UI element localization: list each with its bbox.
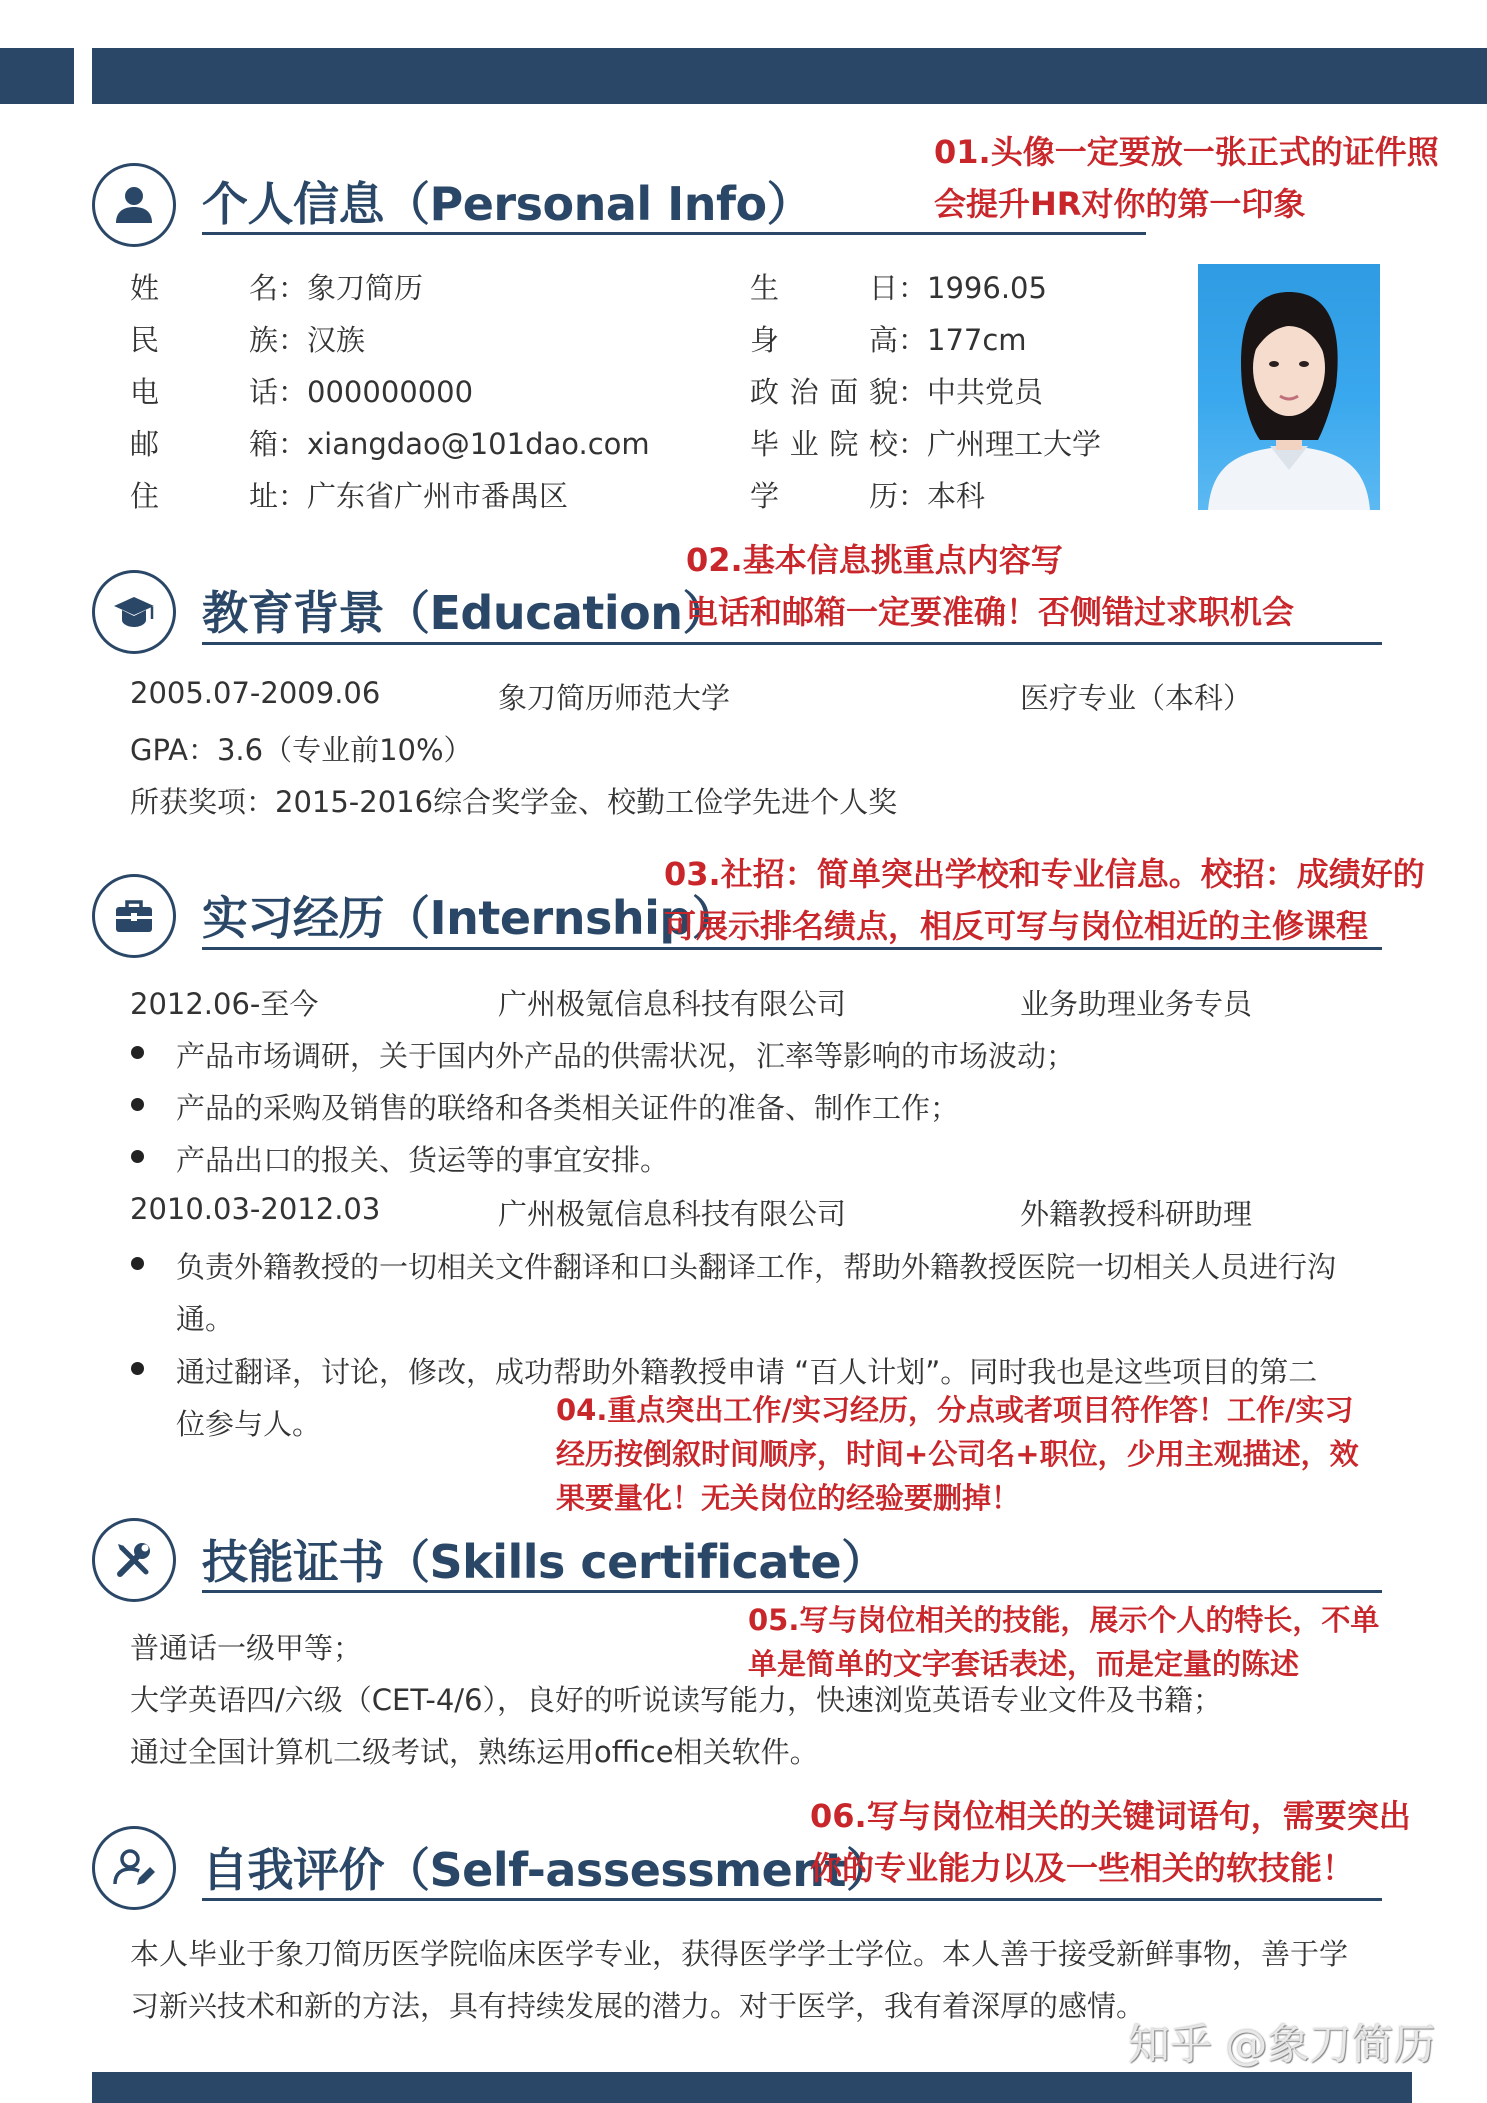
avatar-photo bbox=[1198, 264, 1380, 510]
section-title-self: 自我评价（Self-assessment） bbox=[202, 1843, 892, 1897]
bullet-dot bbox=[131, 1257, 144, 1270]
section-title-personal: 个人信息（Personal Info） bbox=[202, 177, 813, 231]
section-underline bbox=[202, 1898, 1382, 1901]
info-row-phone: 电话：000000000 bbox=[130, 375, 474, 409]
skill-item: 大学英语四/六级（CET-4/6），良好的听说读写能力，快速浏览英语专业文件及书籍； bbox=[130, 1683, 1223, 1717]
job-period: 2012.06-至今 bbox=[130, 987, 319, 1021]
tip-note-4: 04.重点突出工作/实习经历，分点或者项目符作答！工作/实习 经历按倒叙时间顺序，时间+公司名+职位，少用主观描述，效 果要量化！无关岗位的经验要删掉！ bbox=[556, 1393, 1359, 1515]
info-row-email: 邮箱：xiangdao@101dao.com bbox=[130, 427, 650, 461]
bullet-dot bbox=[131, 1362, 144, 1375]
info-row-address: 住址：广东省广州市番禺区 bbox=[130, 479, 569, 513]
bullet-dot bbox=[131, 1150, 144, 1163]
tip-note-5: 05.写与岗位相关的技能，展示个人的特长，不单 单是简单的文字套话表述，而是定量的陈述 bbox=[748, 1603, 1380, 1681]
tip-note-1: 01.头像一定要放一张正式的证件照 会提升HR对你的第一印象 bbox=[934, 133, 1439, 223]
info-row-degree: 学历：本科 bbox=[750, 479, 986, 513]
user-edit-icon bbox=[92, 1826, 176, 1910]
section-title-internship: 实习经历（Internship） bbox=[202, 891, 738, 945]
tip-note-2: 02.基本信息挑重点内容写 电话和邮箱一定要准确！否侧错过求职机会 bbox=[686, 541, 1295, 631]
job-company: 广州极氪信息科技有限公司 bbox=[498, 987, 847, 1021]
person-icon bbox=[92, 163, 176, 247]
info-row-political: 政治面貌：中共党员 bbox=[750, 375, 1044, 409]
edu-major: 医疗专业（本科） bbox=[1020, 681, 1253, 715]
briefcase-icon bbox=[92, 874, 176, 958]
info-row-ethnicity: 民族：汉族 bbox=[130, 323, 366, 357]
info-row-name: 姓名：象刀简历 bbox=[130, 271, 424, 305]
graduation-cap-icon bbox=[92, 570, 176, 654]
job-role: 外籍教授科研助理 bbox=[1020, 1197, 1253, 1231]
header-bar-left bbox=[0, 48, 74, 104]
skill-item: 通过全国计算机二级考试，熟练运用office相关软件。 bbox=[130, 1735, 819, 1769]
section-underline bbox=[202, 232, 1146, 235]
section-title-skills: 技能证书（Skills certificate） bbox=[202, 1535, 887, 1589]
info-row-height: 身高：177cm bbox=[750, 323, 1027, 357]
tools-icon bbox=[92, 1518, 176, 1602]
job-role: 业务助理业务专员 bbox=[1020, 987, 1253, 1021]
section-underline bbox=[202, 642, 1382, 645]
bullet-dot bbox=[131, 1046, 144, 1059]
edu-awards: 所获奖项：2015-2016综合奖学金、校勤工俭学先进个人奖 bbox=[130, 785, 898, 819]
tip-note-3: 03.社招：简单突出学校和专业信息。校招：成绩好的 可展示排名绩点，相反可写与岗位相近的主修课程 bbox=[664, 855, 1425, 945]
job-bullet: 通过翻译，讨论，修改，成功帮助外籍教授申请 “百人计划”。同时我也是这些项目的第二 bbox=[176, 1355, 1318, 1389]
tip-note-6: 06.写与岗位相关的关键词语句，需要突出 你的专业能力以及一些相关的软技能！ bbox=[810, 1797, 1411, 1887]
job-bullet: 产品的采购及销售的联络和各类相关证件的准备、制作工作； bbox=[176, 1091, 960, 1125]
job-period: 2010.03-2012.03 bbox=[130, 1192, 381, 1226]
self-text: 习新兴技术和新的方法，具有持续发展的潜力。对于医学，我有着深厚的感情。 bbox=[130, 1989, 1146, 2023]
job-bullet: 产品出口的报关、货运等的事宜安排。 bbox=[176, 1143, 670, 1177]
job-bullet: 产品市场调研，关于国内外产品的供需状况，汇率等影响的市场波动； bbox=[176, 1039, 1076, 1073]
job-bullet-cont: 通。 bbox=[176, 1302, 235, 1336]
section-underline bbox=[202, 1590, 1382, 1593]
bullet-dot bbox=[131, 1098, 144, 1111]
info-row-birthday: 生日：1996.05 bbox=[750, 271, 1047, 305]
edu-period: 2005.07-2009.06 bbox=[130, 676, 381, 710]
info-row-school: 毕业院校：广州理工大学 bbox=[750, 427, 1102, 461]
edu-gpa: GPA：3.6（专业前10%） bbox=[130, 733, 473, 767]
section-title-education: 教育背景（Education） bbox=[202, 586, 729, 640]
watermark: 知乎 @象刀简历 bbox=[1128, 2020, 1436, 2069]
job-bullet: 负责外籍教授的一切相关文件翻译和口头翻译工作，帮助外籍教授医院一切相关人员进行沟 bbox=[176, 1250, 1337, 1284]
edu-school: 象刀简历师范大学 bbox=[498, 681, 731, 715]
skill-item: 普通话一级甲等； bbox=[130, 1631, 363, 1665]
self-text: 本人毕业于象刀简历医学院临床医学专业，获得医学学士学位。本人善于接受新鲜事物，善于学 bbox=[130, 1937, 1349, 1971]
header-bar bbox=[92, 48, 1487, 104]
footer-bar bbox=[92, 2072, 1412, 2103]
job-bullet-cont: 位参与人。 bbox=[176, 1407, 322, 1441]
job-company: 广州极氪信息科技有限公司 bbox=[498, 1197, 847, 1231]
